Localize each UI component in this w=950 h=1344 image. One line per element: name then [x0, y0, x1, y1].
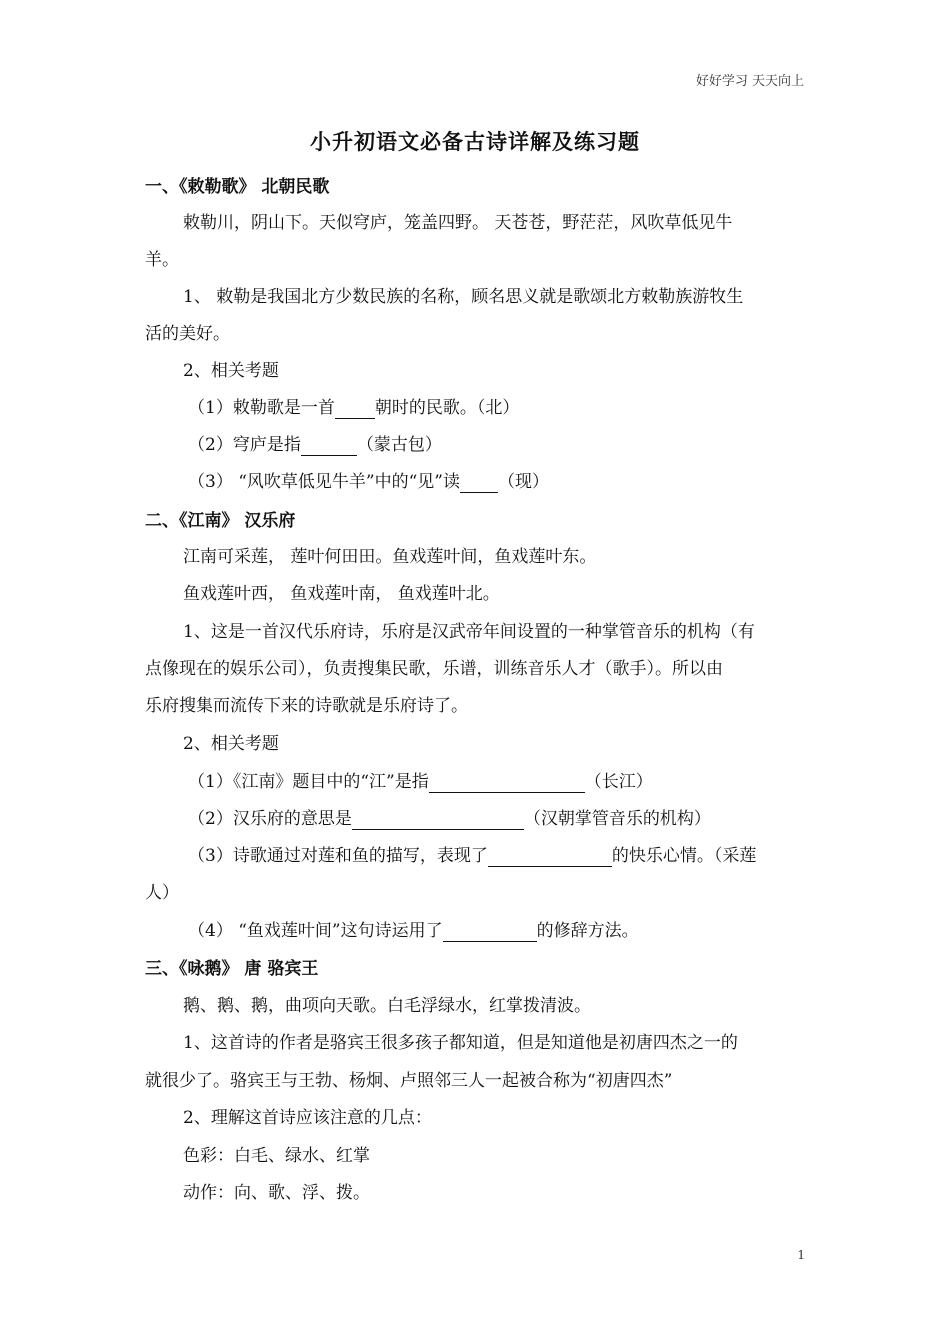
- s2-question-1: [188, 771, 653, 793]
- s2-question-2: [188, 808, 711, 830]
- s3-note-line-2: 就很少了。骆宾王与王勃、杨炯、卢照邻三人一起被合称为“初唐四杰”: [145, 1071, 673, 1091]
- s2-note-line-3: 乐府搜集而流传下来的诗歌就是乐府诗了。: [145, 696, 468, 716]
- answer-blank: [488, 848, 612, 867]
- answer-blank: [352, 811, 524, 830]
- s1-question-1: [188, 397, 519, 419]
- s2-q1-prefix: （1）《江南》题目中的“江”是指: [188, 772, 429, 792]
- s2-question-3: [188, 845, 756, 867]
- s3-note-line-1: 1、这首诗的作者是骆宾王很多孩子都知道，但是知道他是初唐四杰之一的: [183, 1033, 738, 1053]
- s3-question-heading: 2、理解这首诗应该注意的几点：: [183, 1108, 432, 1128]
- s1-question-3: [188, 471, 549, 493]
- s2-q2-prefix: （2）汉乐府的意思是: [188, 809, 352, 829]
- s1-poem-line-2: 羊。: [145, 250, 179, 270]
- document-title: 小升初语文必备古诗详解及练习题: [310, 129, 640, 154]
- s1-q3-prefix: （3） “风吹草低见牛羊”中的“见”读: [188, 472, 460, 492]
- answer-blank: [443, 923, 537, 942]
- page-header: 好好学习 天天向上: [695, 74, 804, 89]
- section-1-heading: 一、《敕勒歌》 北朝民歌: [145, 177, 330, 197]
- s1-q1-prefix: （1）敕勒歌是一首: [188, 398, 335, 418]
- s2-question-heading: 2、相关考题: [183, 734, 279, 754]
- s2-question-4: [188, 920, 639, 942]
- section-2-heading: 二、《江南》 汉乐府: [145, 511, 296, 531]
- s2-question-3-continued: 人）: [145, 883, 179, 903]
- s2-poem-line-2: 鱼戏莲叶西， 鱼戏莲叶南， 鱼戏莲叶北。: [183, 584, 500, 604]
- s1-q2-suffix: （蒙古包）: [356, 435, 442, 455]
- s1-question-2: [188, 434, 442, 456]
- s2-note-line-1: 1、这是一首汉代乐府诗，乐府是汉武帝年间设置的一种掌管音乐的机构（有: [183, 622, 755, 642]
- s1-poem-line-1: 敕勒川，阴山下。天似穹庐，笼盖四野。 天苍苍，野茫茫，风吹草低见牛: [183, 213, 733, 233]
- s3-poem: 鹅、鹅、鹅，曲项向天歌。白毛浮绿水，红掌拨清波。: [183, 996, 591, 1016]
- s1-question-heading: 2、相关考题: [183, 361, 279, 381]
- s1-q2-prefix: （2）穹庐是指: [188, 435, 301, 455]
- section-3-heading: 三、《咏鹅》 唐 骆宾王: [145, 959, 319, 979]
- s2-q3-suffix: 的快乐心情。（采莲: [611, 846, 757, 866]
- s1-q1-suffix: 朝时的民歌。（北）: [374, 398, 520, 418]
- answer-blank: [460, 474, 498, 493]
- s3-action-point: 动作：向、歌、浮、拨。: [183, 1183, 370, 1203]
- s2-q4-suffix: 的修辞方法。: [536, 921, 639, 941]
- s2-q2-suffix: （汉朝掌管音乐的机构）: [523, 809, 711, 829]
- s1-q3-suffix: （现）: [497, 472, 549, 492]
- s1-note-line-2: 活的美好。: [145, 324, 230, 344]
- s2-poem-line-1: 江南可采莲， 莲叶何田田。鱼戏莲叶间，鱼戏莲叶东。: [183, 547, 597, 567]
- s1-note-line-1: 1、 敕勒是我国北方少数民族的名称，顾名思义就是歌颂北方敕勒族游牧生: [183, 287, 744, 307]
- answer-blank: [335, 400, 375, 419]
- s2-q3-prefix: （3）诗歌通过对莲和鱼的描写，表现了: [188, 846, 488, 866]
- s2-q4-prefix: （4） “鱼戏莲叶间”这句诗运用了: [188, 921, 443, 941]
- s2-note-line-2: 点像现在的娱乐公司），负责搜集民歌，乐谱，训练音乐人才（歌手）。所以由: [145, 659, 723, 679]
- page-number: 1: [797, 1248, 805, 1262]
- s3-color-point: 色彩：白毛、绿水、红掌: [183, 1146, 370, 1166]
- s2-q1-suffix: （长江）: [584, 772, 653, 792]
- answer-blank: [429, 774, 585, 793]
- answer-blank: [301, 437, 357, 456]
